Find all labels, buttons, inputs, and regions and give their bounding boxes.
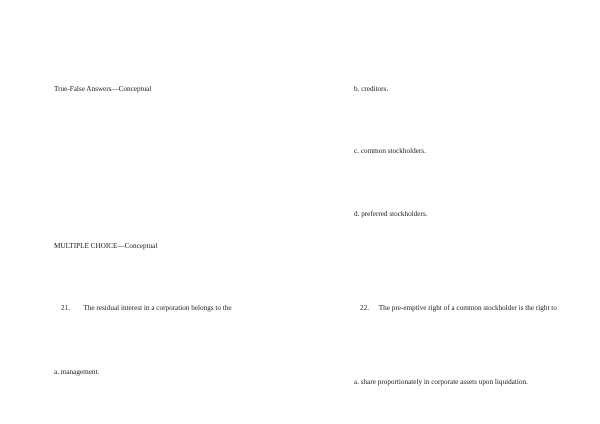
question-22-text: The pre-emptive right of a common stockholder is the right to — [378, 304, 557, 312]
question-21-option-a: a. management. — [54, 368, 100, 376]
question-21-option-b: b. creditors. — [354, 85, 389, 93]
question-21 — [61, 303, 232, 313]
question-21-option-d: d. preferred stockholders. — [354, 210, 428, 218]
question-21-text: The residual interest in a corporation belongs to the — [83, 304, 232, 312]
question-22-number: 22. — [360, 304, 369, 312]
question-21-option-c: c. common stockholders. — [354, 147, 426, 155]
question-22 — [354, 303, 564, 313]
multiple-choice-heading: MULTIPLE CHOICE—Conceptual — [54, 242, 158, 250]
question-22-option-a: a. share proportionately in corporate assets upon liquidation. — [354, 378, 528, 386]
true-false-heading: True-False Answers—Conceptual — [54, 85, 152, 93]
question-21-number: 21. — [61, 304, 70, 312]
